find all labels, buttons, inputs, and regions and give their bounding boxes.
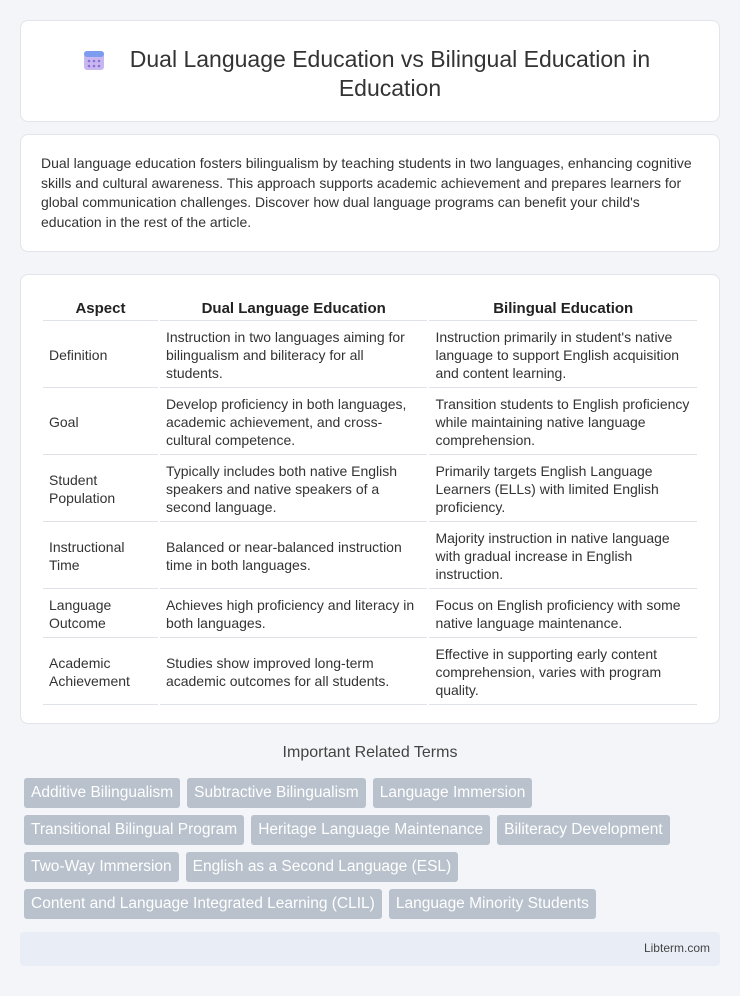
table-row — [43, 640, 697, 705]
header-card — [20, 20, 720, 122]
cell-bilingual: Focus on English proficiency with some native language maintenance. — [429, 591, 697, 638]
header-aspect: Aspect — [43, 297, 158, 321]
cell-bilingual: Majority instruction in native language with gradual increase in English instruction. — [429, 524, 697, 589]
cell-bilingual: Instruction primarily in student's native language to support English acquisition and content learning. — [429, 323, 697, 388]
header-dual-language: Dual Language Education — [160, 297, 428, 321]
related-term-tag[interactable]: Transitional Bilingual Program — [24, 815, 244, 845]
related-term-tag[interactable]: Content and Language Integrated Learning (CLIL) — [24, 889, 382, 919]
related-term-tag[interactable]: Language Immersion — [373, 778, 533, 808]
cell-aspect: Student Population — [43, 457, 158, 522]
related-terms-list — [24, 778, 714, 926]
table-row — [43, 457, 697, 522]
footer — [20, 932, 720, 966]
cell-bilingual: Primarily targets English Language Learners (ELLs) with limited English proficiency. — [429, 457, 697, 522]
cell-aspect: Instructional Time — [43, 524, 158, 589]
comparison-table — [41, 295, 699, 707]
cell-aspect: Academic Achievement — [43, 640, 158, 705]
related-term-tag[interactable]: English as a Second Language (ESL) — [186, 852, 459, 882]
intro-paragraph: Dual language education fosters bilingualism by teaching students in two languages, enhancing cognitive skills and cultural awareness. This approach supports academic achievement and prepares learners for global communication challenges. Discover how dual language programs can benefit your child's education in the rest of the article. — [41, 155, 692, 230]
cell-aspect: Goal — [43, 390, 158, 455]
table-header-row — [43, 297, 697, 321]
header-bilingual: Bilingual Education — [429, 297, 697, 321]
cell-dual: Typically includes both native English speakers and native speakers of a second language. — [160, 457, 428, 522]
table-row — [43, 390, 697, 455]
cell-dual: Instruction in two languages aiming for bilingualism and biliteracy for all students. — [160, 323, 428, 388]
table-row — [43, 524, 697, 589]
intro-card — [20, 134, 720, 252]
footer-brand-link[interactable]: Libterm.com — [643, 941, 710, 955]
page-title: Dual Language Education vs Bilingual Education in Education — [129, 46, 651, 101]
table-row — [43, 323, 697, 388]
related-term-tag[interactable]: Two-Way Immersion — [24, 852, 179, 882]
related-term-tag[interactable]: Biliteracy Development — [497, 815, 670, 845]
related-terms-title: Important Related Terms — [282, 744, 458, 761]
cell-bilingual: Transition students to English proficiency while maintaining native language comprehension. — [429, 390, 697, 455]
cell-aspect: Language Outcome — [43, 591, 158, 638]
cell-aspect: Definition — [43, 323, 158, 388]
related-term-tag[interactable]: Heritage Language Maintenance — [251, 815, 490, 845]
table-row — [43, 591, 697, 638]
cell-dual: Develop proficiency in both languages, academic achievement, and cross-cultural competence. — [160, 390, 428, 455]
cell-dual: Studies show improved long-term academic outcomes for all students. — [160, 640, 428, 705]
related-term-tag[interactable]: Additive Bilingualism — [24, 778, 180, 808]
comparison-table-card — [20, 274, 720, 724]
cell-dual: Balanced or near-balanced instruction time in both languages. — [160, 524, 428, 589]
cell-bilingual: Effective in supporting early content comprehension, varies with program quality. — [429, 640, 697, 705]
related-term-tag[interactable]: Subtractive Bilingualism — [187, 778, 366, 808]
related-term-tag[interactable]: Language Minority Students — [389, 889, 596, 919]
cell-dual: Achieves high proficiency and literacy in both languages. — [160, 591, 428, 638]
